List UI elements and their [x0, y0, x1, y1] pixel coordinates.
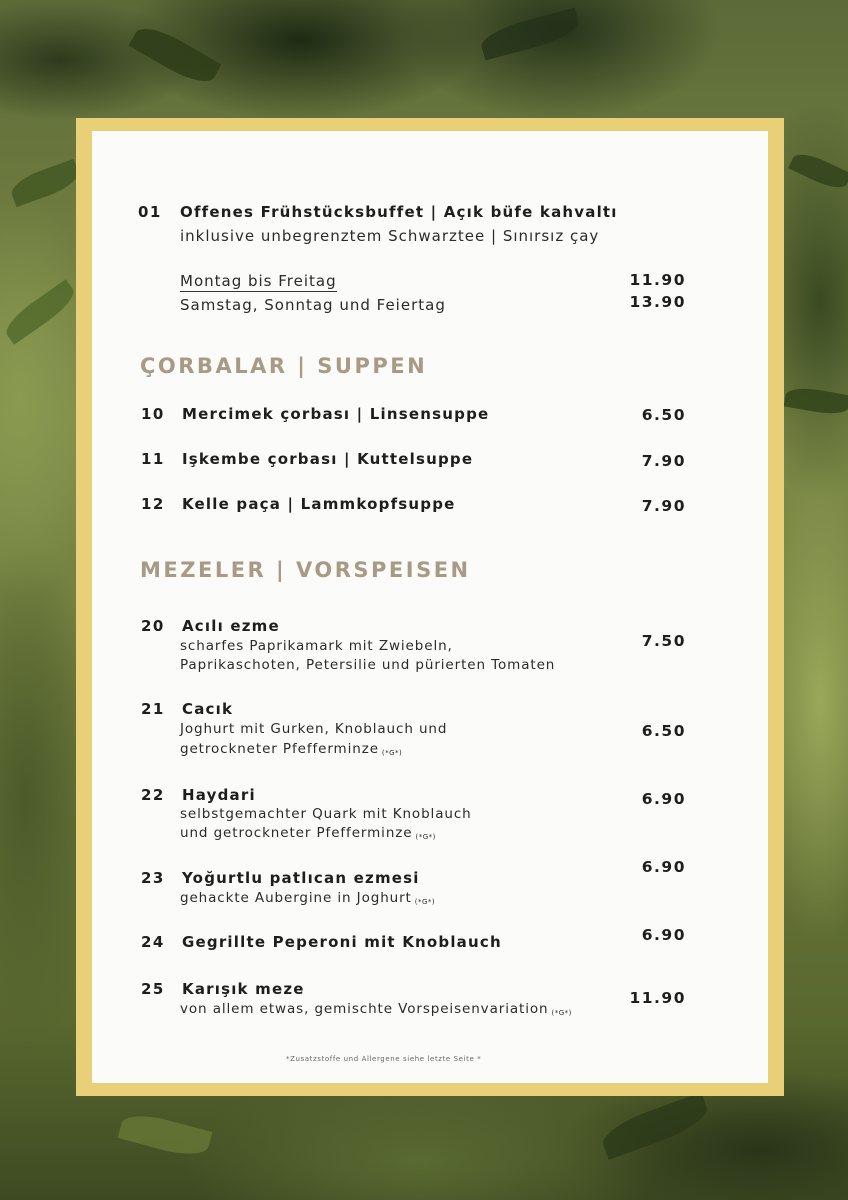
- allergen-mark: (*G*): [551, 1009, 572, 1017]
- allergen-footnote: *Zusatzstoffe und Allergene siehe letzte Seite *: [286, 1055, 482, 1063]
- item-number: 21: [141, 700, 165, 718]
- item-price: 6.90: [641, 858, 686, 876]
- weekday-price: 11.90: [629, 271, 686, 289]
- weekend-label: Samstag, Sonntag und Feiertag: [180, 296, 446, 314]
- item-price: 7.90: [641, 497, 686, 515]
- item-number: 12: [141, 495, 165, 513]
- weekend-price: 13.90: [629, 293, 686, 311]
- item-description: Joghurt mit Gurken, Knoblauch und: [180, 721, 448, 737]
- item-name: Kelle paça | Lammkopfsuppe: [182, 495, 456, 513]
- item-name: Işkembe çorbası | Kuttelsuppe: [182, 450, 474, 468]
- allergen-mark: (*G*): [381, 749, 403, 757]
- item-number: 01: [138, 203, 162, 221]
- background-leaf: [788, 148, 848, 193]
- item-price: 7.90: [641, 452, 686, 470]
- item-price: 7.50: [641, 632, 686, 650]
- background-leaf: [118, 1109, 213, 1161]
- item-number: 22: [141, 786, 165, 804]
- item-description: gehackte Aubergine in Joghurt (*G*): [180, 890, 436, 906]
- item-name: Gegrillte Peperoni mit Knoblauch: [182, 933, 502, 951]
- item-name: Mercimek çorbası | Linsensuppe: [182, 405, 490, 423]
- item-price: 6.90: [641, 926, 686, 944]
- item-number: 10: [141, 405, 165, 423]
- weekday-label: Montag bis Freitag: [180, 272, 337, 290]
- item-number: 24: [141, 933, 165, 951]
- item-price: 11.90: [629, 989, 686, 1007]
- item-price: 6.50: [641, 722, 686, 740]
- item-name: Offenes Frühstücksbuffet | Açık büfe kahvaltı: [180, 203, 618, 221]
- section-title-soups: ÇORBALAR | SUPPEN: [140, 354, 428, 378]
- background-leaf: [478, 8, 582, 61]
- section-title-starters: MEZELER | VORSPEISEN: [140, 558, 471, 582]
- background-leaf: [8, 159, 83, 207]
- item-description: getrockneter Pfefferminze (*G*): [180, 741, 403, 757]
- item-number: 25: [141, 980, 165, 998]
- allergen-mark: (*G*): [415, 833, 436, 841]
- item-name: Cacık: [182, 700, 234, 718]
- item-name: Yoğurtlu patlıcan ezmesi: [182, 869, 420, 887]
- item-number: 23: [141, 869, 165, 887]
- item-price: 6.50: [641, 406, 686, 424]
- item-number: 11: [141, 450, 165, 468]
- item-name: Acılı ezme: [182, 617, 280, 635]
- item-description: von allem etwas, gemischte Vorspeisenvariation (*G*): [180, 1001, 572, 1017]
- item-description: selbstgemachter Quark mit Knoblauch: [180, 806, 472, 822]
- background-leaf: [129, 20, 222, 91]
- background-leaf: [0, 279, 79, 345]
- item-description: Paprikaschoten, Petersilie und pürierten Tomaten: [180, 657, 556, 673]
- background-leaf: [784, 385, 848, 418]
- item-description: scharfes Paprikamark mit Zwiebeln,: [180, 638, 453, 654]
- item-description: inklusive unbegrenztem Schwarztee | Sınırsız çay: [180, 227, 600, 245]
- item-number: 20: [141, 617, 165, 635]
- item-name: Karışık meze: [182, 980, 305, 998]
- background-leaf: [598, 1092, 712, 1160]
- item-name: Haydari: [182, 786, 256, 804]
- item-description: und getrockneter Pfefferminze (*G*): [180, 825, 436, 841]
- allergen-mark: (*G*): [414, 898, 436, 906]
- item-price: 6.90: [641, 790, 686, 808]
